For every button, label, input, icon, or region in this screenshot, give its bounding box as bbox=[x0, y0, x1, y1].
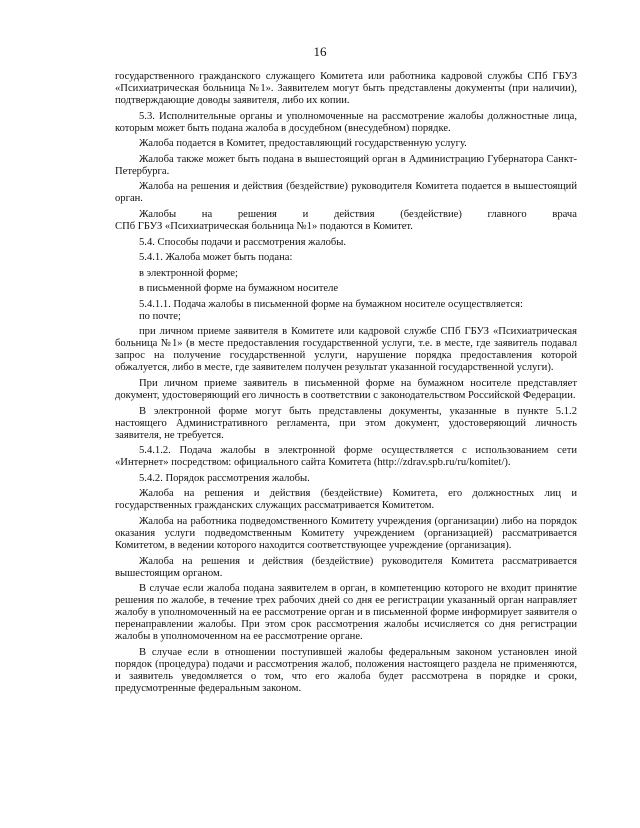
document-body bbox=[115, 71, 577, 695]
list-item: по почте; bbox=[139, 310, 181, 322]
word: врача bbox=[552, 208, 577, 220]
section-heading-5-4: 5.4. Способы подачи и рассмотрения жалобы. bbox=[139, 236, 347, 248]
section-heading-5-3: 5.3. Исполнительные органы и уполномоченные на рассмотрение жалобы должностные лица, которым может быть подана жалоба в досудебном (внесудебном) порядке. bbox=[115, 110, 577, 134]
spread-text-line bbox=[115, 209, 577, 221]
paragraph: Жалоба на решения и действия (бездействие) руководителя Комитета подается в вышестоящий орган. bbox=[115, 181, 577, 205]
paragraph: Жалоба также может быть подана в вышестоящий орган в Администрацию Губернатора Санкт-Петербурга. bbox=[115, 153, 577, 177]
word: на bbox=[201, 208, 213, 220]
paragraph: При личном приеме заявитель в письменной форме на бумажном носителе представляет документ, удостоверяющий его личность в соответствии с законодательством Российской Федерации. bbox=[115, 378, 577, 402]
section-heading-5-4-2: 5.4.2. Порядок рассмотрения жалобы. bbox=[139, 472, 310, 484]
paragraph: В случае если жалоба подана заявителем в орган, в компетенцию которого не входит принятие решения по жалобе, в течение трех рабочих дней со дня ее регистрации указанный орган направляет жалобу в уполномоченный на ее рассмотрение орган и в письменной форме информирует заявителя о перенаправлении жалобы. При этом срок рассмотрения жалобы исчисляется со дня регистрации жалобы в уполномоченном на ее рассмотрение органе. bbox=[115, 583, 577, 643]
paragraph: 5.4.1. Жалоба может быть подана: bbox=[139, 252, 293, 264]
paragraph: Жалоба на решения и действия (бездействие) руководителя Комитета рассматривается вышестоящим органом. bbox=[115, 555, 577, 579]
paragraph: 5.4.1.1. Подача жалобы в письменной форме на бумажном носителе осуществляется: bbox=[139, 298, 523, 310]
list-item: в письменной форме на бумажном носителе bbox=[139, 283, 339, 295]
word: главного bbox=[487, 208, 527, 220]
word: и bbox=[302, 208, 309, 220]
page-number: 16 bbox=[313, 44, 327, 59]
list-item: в электронной форме; bbox=[139, 267, 238, 279]
paragraph: при личном приеме заявителя в Комитете или кадровой службе СПб ГБУЗ «Психиатрическая больница №1» (в месте предоставления государственной услуги, т.е. в месте, где заявитель подавал запрос на получение государственной услуги, нарушение порядка предоставления которой обжалуется, либо в месте, где заявителем получен результат указанной государственной услуги). bbox=[115, 326, 577, 374]
paragraph: Жалоба на работника подведомственного Комитету учреждения (организации) либо на порядок оказания услуги подведомственным Комитету учреждением (организацией) рассматривается Комитетом, в ведении которого находится соответствующее учреждение (организация). bbox=[115, 516, 577, 552]
word: Жалобы bbox=[139, 208, 177, 220]
word: (бездействие) bbox=[400, 208, 462, 220]
paragraph: Жалоба подается в Комитет, предоставляющий государственную услугу. bbox=[139, 138, 467, 150]
word: решения bbox=[237, 208, 277, 220]
paragraph: государственного гражданского служащего Комитета или работника кадровой службы СПб ГБУЗ «Психиатрическая больница №1». Заявителем могут быть представлены документы (при наличии), подтверждающие доводы заявителя, либо их копии. bbox=[115, 71, 577, 107]
paragraph: СПб ГБУЗ «Психиатрическая больница №1» подаются в Комитет. bbox=[115, 221, 413, 233]
paragraph: 5.4.1.2. Подача жалобы в электронной форме осуществляется с использованием сети «Интернет» посредством: официального сайта Комитета (http://zdrav.spb.ru/ru/komitet/). bbox=[115, 445, 577, 469]
paragraph: В электронной форме могут быть представлены документы, указанные в пункте 5.1.2 настоящего Административного регламента, при этом документ, удостоверяющий личность заявителя, не требуется. bbox=[115, 405, 577, 441]
word: действия bbox=[333, 208, 375, 220]
paragraph: Жалоба на решения и действия (бездействие) Комитета, его должностных лиц и государственных гражданских служащих рассматривается Комитетом. bbox=[115, 488, 577, 512]
paragraph: В случае если в отношении поступившей жалобы федеральным законом установлен иной порядок (процедура) подачи и рассмотрения жалоб, положения настоящего раздела не применяются, и заявитель уведомляется о том, что его жалоба будет рассмотрена в порядке и сроки, предусмотренные федеральным законом. bbox=[115, 646, 577, 695]
